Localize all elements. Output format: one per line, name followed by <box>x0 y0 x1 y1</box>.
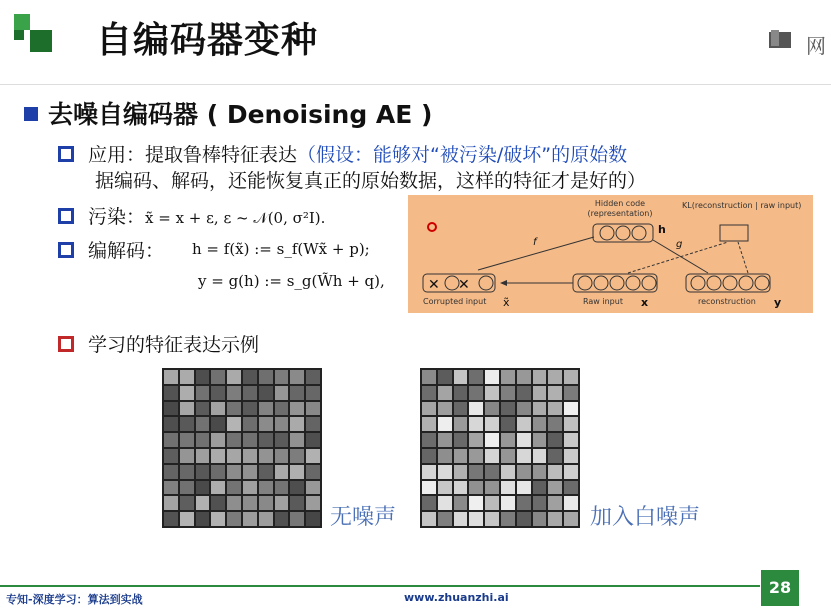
feature-patch <box>548 512 562 526</box>
feature-patch <box>501 496 515 510</box>
corruption-formula: x̃ = x + ε, ε ~ 𝒩(0, σ²I). <box>145 209 326 227</box>
feature-patch <box>533 481 547 495</box>
feature-patch <box>454 386 468 400</box>
feature-patch <box>306 449 320 463</box>
denoising-diagram <box>408 195 813 313</box>
feature-patch <box>422 465 436 479</box>
feature-patch <box>469 465 483 479</box>
feature-patch <box>438 370 452 384</box>
feature-patch <box>243 386 257 400</box>
x-label: x <box>641 296 649 309</box>
feature-patch <box>548 496 562 510</box>
feature-patch <box>290 481 304 495</box>
feature-patch <box>243 481 257 495</box>
feature-patch <box>275 512 289 526</box>
feature-patch <box>517 449 531 463</box>
h-label: h <box>658 223 666 236</box>
feature-patch <box>227 402 241 416</box>
feature-patch <box>469 496 483 510</box>
feature-patch <box>564 370 578 384</box>
feature-patch <box>211 402 225 416</box>
application-note-line2: 据编码、解码，还能恢复真正的原始数据，这样的特征才是好的） <box>95 170 647 192</box>
feature-patch <box>275 496 289 510</box>
feature-patch <box>180 465 194 479</box>
feature-patch <box>290 402 304 416</box>
feature-patch <box>196 512 210 526</box>
feature-patch <box>501 402 515 416</box>
footer-rule <box>0 585 760 587</box>
feature-patch <box>259 449 273 463</box>
feature-patch <box>469 417 483 431</box>
g-label: g <box>676 239 683 250</box>
feature-patch <box>517 370 531 384</box>
feature-patch <box>164 370 178 384</box>
section-heading-text: 去噪自编码器 ( Denoising AE ) <box>48 100 433 129</box>
example-label: 学习的特征表达示例 <box>88 334 260 356</box>
input-unit <box>642 276 656 290</box>
feature-patch <box>564 402 578 416</box>
hidden-unit <box>600 226 614 240</box>
feature-patch <box>517 433 531 447</box>
feature-patch <box>454 370 468 384</box>
feature-patch <box>196 496 210 510</box>
diagram-svg <box>408 195 813 313</box>
feature-patch <box>196 449 210 463</box>
kl-label: KL(reconstruction | raw input) <box>682 201 802 210</box>
feature-patch <box>259 370 273 384</box>
f-label: f <box>533 237 537 248</box>
feature-grid-no-noise <box>162 368 322 528</box>
feature-patch <box>485 402 499 416</box>
feature-patch <box>275 370 289 384</box>
feature-patch <box>227 417 241 431</box>
feature-patch <box>211 449 225 463</box>
feature-patch <box>517 402 531 416</box>
feature-patch <box>533 512 547 526</box>
feature-patch <box>564 496 578 510</box>
feature-patch <box>227 433 241 447</box>
feature-patch <box>306 496 320 510</box>
feature-patch <box>259 386 273 400</box>
feature-patch <box>485 386 499 400</box>
feature-patch <box>533 370 547 384</box>
feature-patch <box>290 465 304 479</box>
feature-patch <box>259 402 273 416</box>
feature-patch <box>227 496 241 510</box>
hollow-bullet-icon <box>58 208 74 224</box>
feature-patch <box>548 402 562 416</box>
feature-patch <box>422 449 436 463</box>
feature-patch <box>196 402 210 416</box>
input-unit <box>610 276 624 290</box>
feature-patch <box>485 465 499 479</box>
feature-patch <box>243 496 257 510</box>
feature-patch <box>548 481 562 495</box>
feature-patch <box>548 417 562 431</box>
feature-patch <box>501 481 515 495</box>
feature-patch <box>227 386 241 400</box>
feature-patch <box>211 433 225 447</box>
feature-patch <box>485 481 499 495</box>
feature-patch <box>485 433 499 447</box>
feature-patch <box>164 417 178 431</box>
feature-patch <box>180 433 194 447</box>
feature-patch <box>422 433 436 447</box>
footer-course: 专知-深度学习：算法到实战 <box>6 593 143 606</box>
logo-icon <box>14 14 54 54</box>
feature-patch <box>422 417 436 431</box>
hollow-bullet-icon <box>58 336 74 352</box>
feature-patch <box>164 465 178 479</box>
feature-patch <box>422 481 436 495</box>
feature-patch <box>422 512 436 526</box>
feature-patch <box>259 481 273 495</box>
feature-patch <box>259 496 273 510</box>
hidden-layer <box>593 224 653 242</box>
title-divider <box>0 84 831 85</box>
corruption-label: 污染： <box>88 206 146 228</box>
feature-patch <box>564 386 578 400</box>
feature-patch <box>275 386 289 400</box>
feature-patch <box>469 512 483 526</box>
application-note: （假设：能够对“被污染/破坏”的原始数 <box>297 144 628 166</box>
feature-patch <box>422 370 436 384</box>
feature-patch <box>485 496 499 510</box>
input-unit <box>578 276 592 290</box>
square-bullet-icon <box>24 107 38 121</box>
kl-dashed-line <box>738 242 748 273</box>
feature-patch <box>180 449 194 463</box>
hidden-unit <box>616 226 630 240</box>
feature-patch <box>454 402 468 416</box>
feature-patch <box>180 402 194 416</box>
feature-patch <box>438 449 452 463</box>
output-unit <box>755 276 769 290</box>
feature-patch <box>469 481 483 495</box>
feature-patch <box>438 417 452 431</box>
feature-patch <box>180 481 194 495</box>
feature-patch <box>438 402 452 416</box>
feature-patch <box>180 496 194 510</box>
section-heading <box>24 95 433 131</box>
feature-patch <box>564 465 578 479</box>
feature-patch <box>306 433 320 447</box>
feature-patch <box>469 402 483 416</box>
feature-patch <box>227 512 241 526</box>
feature-patch <box>211 370 225 384</box>
feature-patch <box>259 417 273 431</box>
feature-patch <box>306 465 320 479</box>
feature-patch <box>306 512 320 526</box>
feature-patch <box>501 449 515 463</box>
feature-patch <box>485 417 499 431</box>
feature-patch <box>454 465 468 479</box>
feature-patch <box>180 370 194 384</box>
feature-patch <box>243 433 257 447</box>
feature-patch <box>485 512 499 526</box>
feature-patch <box>533 465 547 479</box>
feature-patch <box>469 370 483 384</box>
feature-patch <box>438 386 452 400</box>
feature-patch <box>259 433 273 447</box>
feature-patch <box>227 481 241 495</box>
raw-input-label: Raw input <box>583 297 623 306</box>
feature-patch <box>164 449 178 463</box>
feature-patch <box>533 449 547 463</box>
feature-patch <box>275 402 289 416</box>
feature-patch <box>564 481 578 495</box>
corruption-item <box>58 202 325 229</box>
feature-patch <box>227 449 241 463</box>
feature-patch <box>564 417 578 431</box>
feature-patch <box>438 512 452 526</box>
reconstruction-label: reconstruction <box>698 297 756 306</box>
feature-patch <box>517 465 531 479</box>
feature-patch <box>533 433 547 447</box>
application-label: 应用：提取鲁棒特征表达 <box>88 144 298 166</box>
feature-patch <box>501 370 515 384</box>
feature-patch <box>533 496 547 510</box>
caption-no-noise: 无噪声 <box>330 505 397 530</box>
hidden-code-label: Hidden code <box>594 199 646 208</box>
feature-patch <box>517 496 531 510</box>
feature-patch <box>533 386 547 400</box>
cross-icon: ✕ <box>428 277 440 293</box>
feature-patch <box>275 481 289 495</box>
feature-patch <box>501 512 515 526</box>
feature-patch <box>454 481 468 495</box>
feature-patch <box>454 496 468 510</box>
feature-patch <box>243 465 257 479</box>
feature-patch <box>454 417 468 431</box>
feature-patch <box>501 465 515 479</box>
feature-patch <box>180 512 194 526</box>
feature-patch <box>243 512 257 526</box>
feature-patch <box>438 481 452 495</box>
feature-patch <box>164 402 178 416</box>
feature-patch <box>290 449 304 463</box>
feature-patch <box>501 433 515 447</box>
feature-patch <box>485 449 499 463</box>
feature-patch <box>211 386 225 400</box>
feature-patch <box>275 449 289 463</box>
feature-patch <box>454 433 468 447</box>
feature-patch <box>517 386 531 400</box>
feature-patch <box>243 370 257 384</box>
feature-patch <box>517 481 531 495</box>
feature-patch <box>501 386 515 400</box>
example-item <box>58 330 259 357</box>
feature-patch <box>196 481 210 495</box>
feature-patch <box>180 417 194 431</box>
output-unit <box>707 276 721 290</box>
feature-patch <box>422 402 436 416</box>
caption-white-noise: 加入白噪声 <box>590 505 701 530</box>
feature-patch <box>243 402 257 416</box>
feature-patch <box>211 496 225 510</box>
feature-patch <box>290 370 304 384</box>
output-unit <box>723 276 737 290</box>
feature-patch <box>306 417 320 431</box>
feature-patch <box>196 370 210 384</box>
hollow-bullet-icon <box>58 242 74 258</box>
feature-patch <box>438 465 452 479</box>
input-unit <box>479 276 493 290</box>
feature-patch <box>438 496 452 510</box>
feature-patch <box>290 386 304 400</box>
feature-patch <box>243 449 257 463</box>
feature-patch <box>422 386 436 400</box>
codec-formula-2: y = g(h) := s_g(W̃h + q), <box>198 272 385 290</box>
feature-patch <box>548 370 562 384</box>
feature-patch <box>469 449 483 463</box>
feature-patch <box>211 417 225 431</box>
feature-patch <box>211 512 225 526</box>
feature-patch <box>259 512 273 526</box>
feature-patch <box>196 417 210 431</box>
input-unit <box>445 276 459 290</box>
arrow-head <box>500 280 507 286</box>
feature-patch <box>275 417 289 431</box>
feature-patch <box>533 417 547 431</box>
cross-icon: ✕ <box>458 277 470 293</box>
pointer-dot <box>428 223 436 231</box>
feature-patch <box>501 417 515 431</box>
xtilde-label: x̃ <box>503 296 510 309</box>
feature-patch <box>164 433 178 447</box>
feature-patch <box>438 433 452 447</box>
output-unit <box>739 276 753 290</box>
feature-patch <box>290 417 304 431</box>
feature-patch <box>227 465 241 479</box>
input-unit <box>594 276 608 290</box>
feature-patch <box>196 433 210 447</box>
feature-patch <box>454 512 468 526</box>
application-item <box>58 140 627 167</box>
feature-patch <box>564 433 578 447</box>
output-unit <box>691 276 705 290</box>
feature-patch <box>196 465 210 479</box>
hollow-bullet-icon <box>58 146 74 162</box>
feature-patch <box>548 465 562 479</box>
feature-patch <box>548 433 562 447</box>
feature-patch <box>533 402 547 416</box>
feature-patch <box>517 417 531 431</box>
feature-patch <box>454 449 468 463</box>
feature-patch <box>306 481 320 495</box>
corner-label: 网 <box>806 34 826 58</box>
feature-patch <box>196 386 210 400</box>
book-icon <box>768 28 792 50</box>
page-title: 自编码器变种 <box>96 20 319 61</box>
feature-patch <box>275 465 289 479</box>
kl-box <box>720 225 748 241</box>
feature-patch <box>306 386 320 400</box>
feature-patch <box>164 496 178 510</box>
feature-patch <box>469 433 483 447</box>
feature-patch <box>469 386 483 400</box>
feature-patch <box>290 433 304 447</box>
feature-patch <box>564 449 578 463</box>
feature-grid-white-noise <box>420 368 580 528</box>
feature-patch <box>564 512 578 526</box>
feature-patch <box>517 512 531 526</box>
feature-patch <box>485 370 499 384</box>
codec-formula-1: h = f(x̃) := s_f(Wx̃ + p); <box>192 240 370 258</box>
codec-label: 编解码： <box>88 240 165 262</box>
feature-patch <box>227 370 241 384</box>
feature-patch <box>290 512 304 526</box>
footer-url: www.zhuanzhi.ai <box>404 591 509 604</box>
feature-patch <box>422 496 436 510</box>
feature-patch <box>164 481 178 495</box>
feature-patch <box>164 512 178 526</box>
feature-patch <box>290 496 304 510</box>
feature-patch <box>180 386 194 400</box>
corrupted-label: Corrupted input <box>423 297 487 306</box>
page-number: 28 <box>761 570 799 606</box>
feature-patch <box>211 481 225 495</box>
input-unit <box>626 276 640 290</box>
feature-patch <box>306 402 320 416</box>
feature-patch <box>548 449 562 463</box>
feature-patch <box>306 370 320 384</box>
codec-item <box>58 236 164 263</box>
feature-patch <box>259 465 273 479</box>
y-label: y <box>774 296 782 309</box>
feature-patch <box>211 465 225 479</box>
hidden-unit <box>632 226 646 240</box>
feature-patch <box>164 386 178 400</box>
representation-label: (representation) <box>587 209 653 218</box>
feature-patch <box>275 433 289 447</box>
feature-patch <box>548 386 562 400</box>
feature-patch <box>243 417 257 431</box>
